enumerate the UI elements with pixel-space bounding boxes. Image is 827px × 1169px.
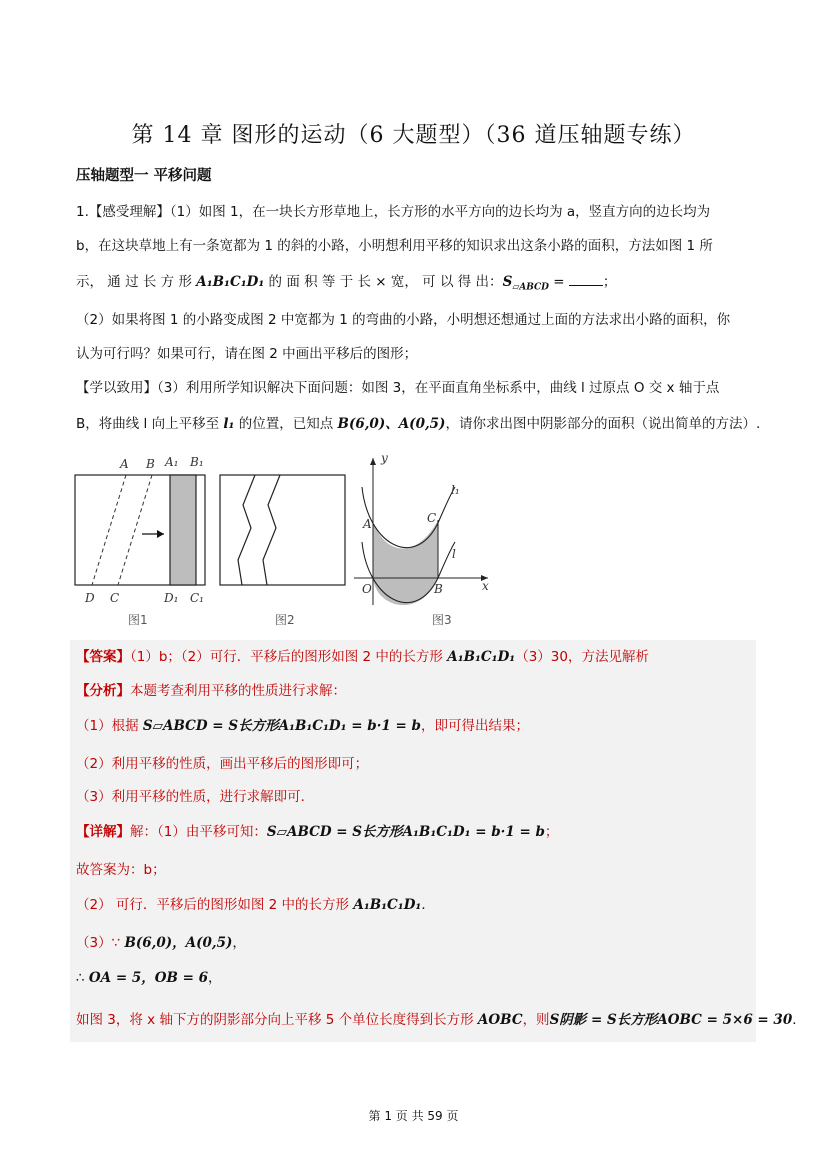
page-title: 第 14 章 图形的运动（6 大题型）（36 道压轴题专练） [131,123,696,148]
fig3-label-x: x [482,579,489,593]
detail-therefore-values: OA = 5，OB = 6 [88,970,209,986]
fig1-label-d1: D₁ [164,591,179,605]
question-line-5: 认为可行吗？如果可行，请在图 2 中画出平移后的图形； [76,346,418,362]
analysis-line [76,681,346,701]
analysis-body: 本题考查利用平移的性质进行求解： [130,683,346,699]
question-line-6: 【学以致用】（3）利用所学知识解决下面问题：如图 3，在平面直角坐标系中，曲线 l 过原点 O 交 x 轴于点 [76,380,720,396]
fig1-label-b: B [146,457,155,471]
detail-step-3-points: B(6,0)，A(0,5) [124,935,233,951]
fig3-label-c: C [427,511,437,525]
answer-rect: A₁B₁C₁D₁ [447,649,516,665]
q1-equals: = [548,274,569,290]
q1-l7b: 的位置，已知点 [234,416,338,432]
fig3-label-y: y [381,451,388,465]
detail-conclusion [76,1010,806,1030]
fig2-caption: 图2 [275,613,295,627]
detail-conclusion-b: ，则 [522,1012,550,1028]
detail-end: ； [544,824,559,840]
q1-l3end: ； [602,274,617,290]
q1-area-symbol: S [502,274,513,290]
fig3-label-l: l [452,547,456,561]
question-line-1: 1.【感受理解】（1）如图 1，在一块长方形草地上，长方形的水平方向的边长均为 a，竖直方向的边长均为 [76,204,711,220]
analysis-step-1 [76,716,529,736]
page-footer: 第 1 页 共 59 页 [368,1109,459,1123]
detail-body: 解：（1）由平移可知： [130,824,267,840]
detail-conclusion-end: ． [792,1012,806,1028]
q1-area-subscript: ▱ABCD [512,282,549,293]
answer-line [76,647,649,667]
analysis-step-2: （2）利用平移的性质，画出平移后的图形即可； [76,756,369,772]
q1-rect-name: A₁B₁C₁D₁ [196,274,265,290]
question-line-2: b，在这块草地上有一条宽都为 1 的斜的小路，小明想利用平移的知识求出这条小路的面积，方法如图 1 所 [76,238,713,254]
figure-2 [220,475,345,627]
fig1-caption: 图1 [128,613,148,627]
fig1-label-a: A [120,457,129,471]
answer-body: （1）b；（2）可行．平移后的图形如图 2 中的长方形 [130,649,448,665]
figure-1 [75,455,205,627]
q1-l3b: 的 面 积 等 于 长 × 宽， 可 以 得 出： [264,274,503,290]
answer-fill-line: 故答案为：b； [76,862,166,878]
answer-blank [569,273,603,286]
detail-heading: 【详解】 [76,824,130,840]
detail-conclusion-formula: S阴影 = S长方形AOBC = 5×6 = 30 [549,1012,793,1028]
detail-step-3-end: ， [232,935,246,951]
detail-formula: S▱ABCD = S长方形A₁B₁C₁D₁ = b·1 = b [266,824,545,840]
analysis-step-1-formula: S▱ABCD = S长方形A₁B₁C₁D₁ = b·1 = b [142,718,421,734]
q1-l7a: B，将曲线 l 向上平移至 [76,416,224,432]
fig3-caption: 图3 [432,613,452,627]
detail-step-3-a: （3）∵ [76,935,125,951]
detail-therefore-end: ， [208,970,222,986]
detail-conclusion-rect: AOBC [477,1012,523,1028]
fig3-label-b: B [434,582,443,596]
detail-therefore [76,968,222,988]
question-line-4: （2）如果将图 1 的小路变成图 2 中宽都为 1 的弯曲的小路，小明想还想通过上面的方法求出小路的面积，你 [76,312,731,328]
fig3-label-o: O [362,582,372,596]
figure-3 [354,451,489,627]
fig1-label-a1: A₁ [165,455,179,469]
figures-group [70,450,500,640]
analysis-step-1-b: ，即可得出结果； [420,718,529,734]
fig1-label-d: D [85,591,95,605]
fig1-label-b1: B₁ [190,455,204,469]
analysis-step-1-a: （1）根据 [76,718,143,734]
question-line-3 [76,272,756,298]
answer-tail: （3）30，方法见解析 [515,649,649,665]
fig1-label-c1: C₁ [190,591,204,605]
q1-curve-l1: l₁ [223,416,235,432]
detail-step-3 [76,933,246,953]
fig3-label-a: A [363,517,372,531]
fig1-label-c: C [110,591,120,605]
q1-points: B(6,0)、A(0,5) [337,416,446,432]
q1-l7d: ，请你求出图中阴影部分的面积（说出简单的方法）. [445,416,761,432]
fig3-label-l1: l₁ [451,483,460,497]
answer-heading: 【答案】 [76,649,130,665]
detail-step-2-a: （2） 可行．平移后的图形如图 2 中的长方形 [76,897,354,913]
analysis-heading: 【分析】 [76,683,130,699]
section-heading: 压轴题型一 平移问题 [76,168,212,184]
detail-conclusion-a: 如图 3，将 x 轴下方的阴影部分向上平移 5 个单位长度得到长方形 [76,1012,478,1028]
detail-line [76,822,558,842]
detail-step-2-end: ． [421,897,435,913]
detail-therefore-a: ∴ [76,970,89,986]
detail-step-2-rect: A₁B₁C₁D₁ [353,897,422,913]
q1-l3a: 示， 通 过 长 方 形 [76,274,197,290]
question-line-7 [76,414,761,434]
analysis-step-3: （3）利用平移的性质，进行求解即可． [76,789,315,805]
detail-step-2 [76,895,435,915]
